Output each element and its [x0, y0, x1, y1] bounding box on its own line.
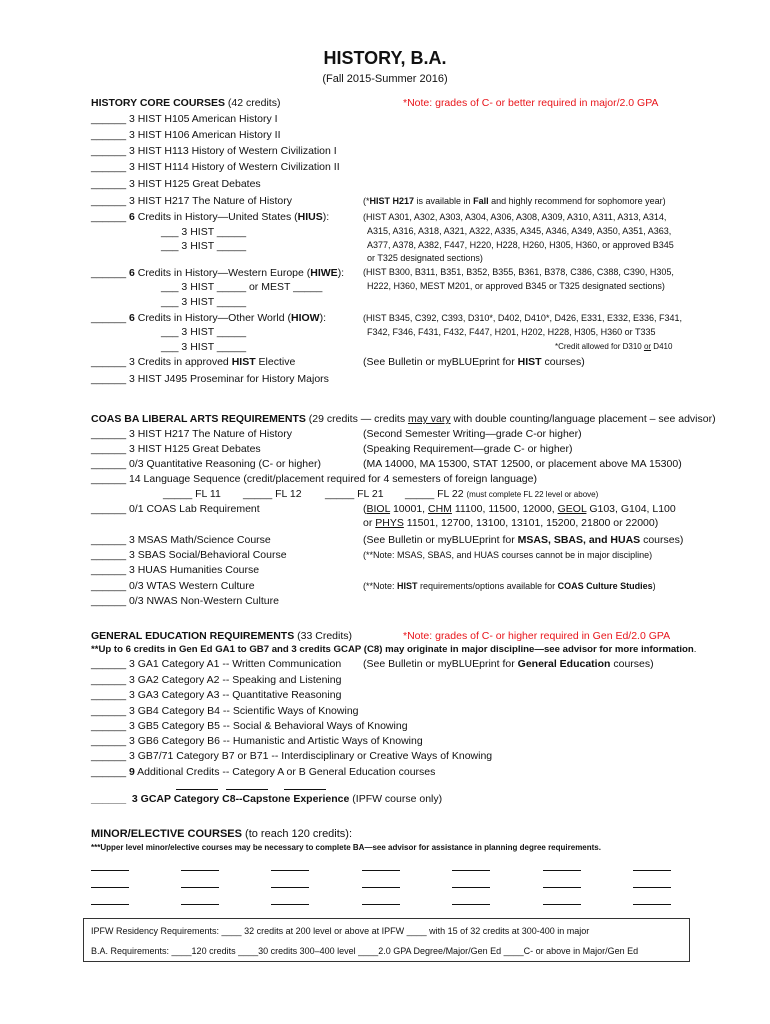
- blank-line[interactable]: [271, 904, 309, 905]
- hiow-sub: ___ 3 HIST _____: [161, 341, 247, 353]
- fl12: _____ FL 12: [243, 488, 302, 500]
- lab-row: ______ 0/1 COAS Lab Requirement: [91, 503, 260, 515]
- gened-row: ______ 3 GA2 Category A2 -- Speaking and Listening: [91, 674, 342, 686]
- ba-requirements: B.A. Requirements: ____120 credits ____30 credits 300–400 level ____2.0 GPA Degree/Major/Gen Ed ____C- or above in Major/Gen Ed: [91, 946, 639, 956]
- hiow-credit-note: *Credit allowed for D310 or D410: [555, 342, 673, 351]
- language-row: ______ 14 Language Sequence (credit/placement required for 4 semesters of foreign language): [91, 473, 537, 485]
- msas-row: ______ 3 MSAS Math/Science Course: [91, 534, 271, 546]
- core-header-title: HISTORY CORE COURSES: [91, 97, 225, 109]
- hiwe-sub: ___ 3 HIST _____: [161, 296, 247, 308]
- hius-sub: ___ 3 HIST _____: [161, 240, 247, 252]
- blank-line[interactable]: [452, 870, 490, 871]
- gcap-row: ______ 3 GCAP Category C8--Capstone Experience (IPFW course only): [91, 793, 443, 805]
- coas-header: COAS BA LIBERAL ARTS REQUIREMENTS (29 credits — credits may vary with double counting/language placement – see advisor): [91, 413, 716, 425]
- j495-row: ______ 3 HIST J495 Proseminar for History Majors: [91, 373, 329, 385]
- gened-row: ______ 3 GA1 Category A1 -- Written Communication: [91, 658, 342, 670]
- hiow-sub: ___ 3 HIST _____: [161, 326, 247, 338]
- blank-line[interactable]: [452, 887, 490, 888]
- blank-line[interactable]: [91, 887, 129, 888]
- hius-row: ______ 6 Credits in History—United States (HIUS):: [91, 211, 330, 223]
- blank-line[interactable]: [271, 887, 309, 888]
- coas-row-note: (Speaking Requirement—grade C- or higher): [363, 443, 573, 455]
- blank-line[interactable]: [181, 904, 219, 905]
- elective-row: ______ 3 Credits in approved HIST Elective: [91, 356, 296, 368]
- blank-line[interactable]: [362, 870, 400, 871]
- blank-line[interactable]: [633, 870, 671, 871]
- core-row: ______ 3 HIST H105 American History I: [91, 113, 278, 125]
- coas-row-note: (Second Semester Writing—grade C-or higher): [363, 428, 582, 440]
- hius-sub: ___ 3 HIST _____: [161, 226, 247, 238]
- gened-row: ______ 3 GB4 Category B4 -- Scientific Ways of Knowing: [91, 705, 359, 717]
- blank-line[interactable]: [91, 904, 129, 905]
- hiwe-sub: ___ 3 HIST _____ or MEST _____: [161, 281, 323, 293]
- blank-line[interactable]: [362, 904, 400, 905]
- nwas-row: ______ 0/3 NWAS Non-Western Culture: [91, 595, 279, 607]
- gened-subnote: **Up to 6 credits in Gen Ed GA1 to GB7 and 3 credits GCAP (C8) may originate in major discipline—see advisor for more information.: [91, 644, 697, 655]
- hiow-list-line: (HIST B345, C392, C393, D310*, D402, D410*, D426, E331, E332, E336, F341,: [363, 313, 683, 323]
- core-header: [91, 97, 280, 109]
- addl-blank-line: [226, 789, 268, 790]
- blank-line[interactable]: [271, 870, 309, 871]
- hius-list-line: or T325 designated sections): [367, 253, 483, 263]
- core-grade-note: *Note: grades of C- or better required in major/2.0 GPA: [403, 97, 659, 109]
- h217-note: (*HIST H217 is available in Fall and highly recommend for sophomore year): [363, 196, 666, 206]
- coas-row: ______ 0/3 Quantitative Reasoning (C- or higher): [91, 458, 321, 470]
- core-header-credits: (42 credits): [227, 97, 281, 109]
- core-row: ______ 3 HIST H106 American History II: [91, 129, 281, 141]
- lab-note-2: or PHYS 11501, 12700, 13100, 13101, 15200, 21800 or 22000): [363, 517, 659, 529]
- gened-header: GENERAL EDUCATION REQUIREMENTS (33 Credits): [91, 630, 352, 642]
- gened-addl-row: ______ 9 Additional Credits -- Category A or B General Education courses: [91, 766, 436, 778]
- page-subtitle: (Fall 2015-Summer 2016): [322, 73, 448, 85]
- hiow-list-line: F342, F346, F431, F432, F447, H201, H202, H228, H305, H360 or T335: [367, 327, 656, 337]
- core-row: ______ 3 HIST H114 History of Western Civilization II: [91, 161, 340, 173]
- hiow-row: ______ 6 Credits in History—Other World (HIOW):: [91, 312, 326, 324]
- core-row: ______ 3 HIST H113 History of Western Civilization I: [91, 145, 337, 157]
- blank-line[interactable]: [633, 904, 671, 905]
- gened-row: ______ 3 GB6 Category B6 -- Humanistic and Artistic Ways of Knowing: [91, 735, 423, 747]
- wtas-row: ______ 0/3 WTAS Western Culture: [91, 580, 255, 592]
- fl21: _____ FL 21: [325, 488, 384, 500]
- coas-row: ______ 3 HIST H125 Great Debates: [91, 443, 261, 455]
- fl22: _____ FL 22 (must complete FL 22 level or above): [405, 488, 599, 500]
- fl11: _____ FL 11: [163, 488, 221, 500]
- hiwe-list-line: (HIST B300, B311, B351, B352, B355, B361, B378, C386, C388, C390, H305,: [363, 267, 674, 277]
- sbas-row: ______ 3 SBAS Social/Behavioral Course: [91, 549, 287, 561]
- hius-list-line: A377, A378, A382, F447, H220, H228, H260, H305, H360, or approved B345: [367, 240, 674, 250]
- hiwe-row: ______ 6 Credits in History—Western Europe (HIWE):: [91, 267, 345, 279]
- coas-row-note: (MA 14000, MA 15300, STAT 12500, or placement above MA 15300): [363, 458, 682, 470]
- coas-row: ______ 3 HIST H217 The Nature of History: [91, 428, 292, 440]
- blank-line[interactable]: [543, 887, 581, 888]
- sbas-note: (**Note: MSAS, SBAS, and HUAS courses cannot be in major discipline): [363, 550, 653, 560]
- msas-note: (See Bulletin or myBLUEprint for MSAS, SBAS, and HUAS courses): [363, 534, 684, 546]
- blank-line[interactable]: [543, 870, 581, 871]
- blank-line[interactable]: [543, 904, 581, 905]
- blank-line[interactable]: [91, 870, 129, 871]
- ga1-note: (See Bulletin or myBLUEprint for General Education courses): [363, 658, 654, 670]
- page-title: HISTORY, B.A.: [323, 48, 447, 68]
- hius-list-line: (HIST A301, A302, A303, A304, A306, A308, A309, A310, A311, A313, A314,: [363, 212, 667, 222]
- blank-line[interactable]: [452, 904, 490, 905]
- core-row: ______ 3 HIST H217 The Nature of History: [91, 195, 292, 207]
- addl-blank-line: [284, 789, 326, 790]
- gened-row: ______ 3 GB7/71 Category B7 or B71 -- Interdisciplinary or Creative Ways of Knowing: [91, 750, 493, 762]
- residency-requirements: IPFW Residency Requirements: ____ 32 credits at 200 level or above at IPFW ____ with 15 of 32 credits at 300-400 in major: [91, 926, 590, 936]
- hius-list-line: A315, A316, A318, A321, A322, A335, A345, A346, A349, A350, A351, A363,: [367, 226, 672, 236]
- minor-note: ***Upper level minor/elective courses may be necessary to complete BA—see advisor for assistance in planning degree requirements.: [91, 843, 601, 852]
- wtas-note: (**Note: HIST requirements/options available for COAS Culture Studies): [363, 581, 656, 591]
- gened-row: ______ 3 GA3 Category A3 -- Quantitative Reasoning: [91, 689, 342, 701]
- blank-line[interactable]: [181, 887, 219, 888]
- blank-line[interactable]: [181, 870, 219, 871]
- blank-line[interactable]: [633, 887, 671, 888]
- gened-row: ______ 3 GB5 Category B5 -- Social & Behavioral Ways of Knowing: [91, 720, 408, 732]
- hiwe-list-line: H222, H360, MEST M201, or approved B345 or T325 designated sections): [367, 281, 665, 291]
- blank-line[interactable]: [362, 887, 400, 888]
- addl-blank-line: [176, 789, 218, 790]
- elective-note: (See Bulletin or myBLUEprint for HIST courses): [363, 356, 585, 368]
- gened-grade-note: *Note: grades of C- or higher required in Gen Ed/2.0 GPA: [403, 630, 671, 642]
- minor-header: MINOR/ELECTIVE COURSES (to reach 120 credits):: [91, 828, 353, 840]
- lab-note-1: (BIOL 10001, CHM 11100, 11500, 12000, GEOL G103, G104, L100: [363, 503, 676, 515]
- huas-row: ______ 3 HUAS Humanities Course: [91, 564, 260, 576]
- core-row: ______ 3 HIST H125 Great Debates: [91, 178, 261, 190]
